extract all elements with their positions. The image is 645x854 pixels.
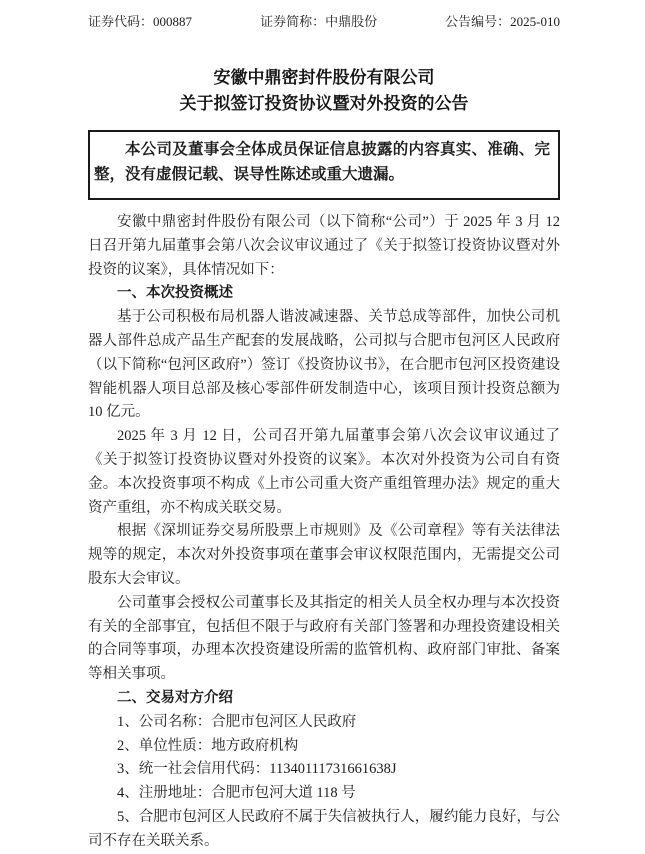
section1-heading: 一、本次投资概述 [117, 285, 233, 302]
disclosure-notice-box [88, 130, 560, 200]
stock-name-label: 证券简称： [260, 14, 326, 29]
announcement-number-field [445, 14, 560, 30]
section1-paragraph-1: 基于公司积极布局机器人谐波减速器、关节总成等部件，加快公司机器人部件总成产品生产配套的发展战略，公司拟与合肥市包河区人民政府（以下简称“包河区政府”）签订《投资协议书》，在合肥市包河区投资建设智能机器人项目总部及核心零部件研发制造中心，该项目预计投资总额为 10 亿元。 [88, 309, 560, 421]
section2-item-5: 5、合肥市包河区人民政府不属于失信被执行人，履约能力良好，与公司不存在关联关系。 [88, 808, 560, 849]
document-title [88, 65, 560, 117]
document-title-subject: 关于拟签订投资协议暨对外投资的公告 [179, 94, 469, 113]
disclosure-notice-text: 本公司及董事会全体成员保证信息披露的内容真实、准确、完整，没有虚假记载、误导性陈述或重大遗漏。 [94, 141, 550, 183]
section2-item-4: 4、注册地址：合肥市包河大道 118 号 [117, 785, 356, 802]
stock-code-value: 000887 [153, 14, 193, 29]
section2-item-3: 3、统一社会信用代码：11340111731661638J [117, 761, 397, 778]
stock-code-field [88, 14, 192, 30]
document-body [88, 211, 560, 854]
stock-code-label: 证券代码： [88, 14, 154, 29]
section2-item-1: 1、公司名称：合肥市包河区人民政府 [117, 713, 357, 730]
section2-heading: 二、交易对方介绍 [117, 689, 233, 706]
announcement-number-label: 公告编号： [445, 14, 511, 29]
stock-name-value: 中鼎股份 [325, 14, 378, 29]
section2-item-2: 2、单位性质：地方政府机构 [117, 737, 299, 754]
announcement-number-value: 2025-010 [510, 14, 560, 29]
document-title-company: 安徽中鼎密封件股份有限公司 [213, 68, 435, 87]
document-header [88, 14, 560, 30]
intro-paragraph: 安徽中鼎密封件股份有限公司（以下简称“公司”）于 2025 年 3 月 12 日召开第九届董事会第八次会议审议通过了《关于拟签订投资协议暨对外投资的议案》，具体情况如下： [88, 214, 560, 278]
section1-paragraph-2: 2025 年 3 月 12 日，公司召开第九届董事会第八次会议审议通过了《关于拟签订投资协议暨对外投资的议案》。本次对外投资为公司自有资金。本次投资事项不构成《上市公司重大资产重组管理办法》规定的重大资产重组，亦不构成关联交易。 [88, 428, 560, 516]
stock-name-field [260, 14, 377, 30]
section1-paragraph-4: 公司董事会授权公司董事长及其指定的相关人员全权办理与本次投资有关的全部事宜，包括但不限于与政府有关部门签署和办理投资建设相关的合同等事项，办理本次投资建设所需的监管机构、政府部门审批、备案等相关事项。 [88, 594, 560, 683]
section1-paragraph-3: 根据《深圳证券交易所股票上市规则》及《公司章程》等有关法律法规等的规定，本次对外投资事项在董事会审议权限范围内，无需提交公司股东大会审议。 [88, 523, 560, 587]
